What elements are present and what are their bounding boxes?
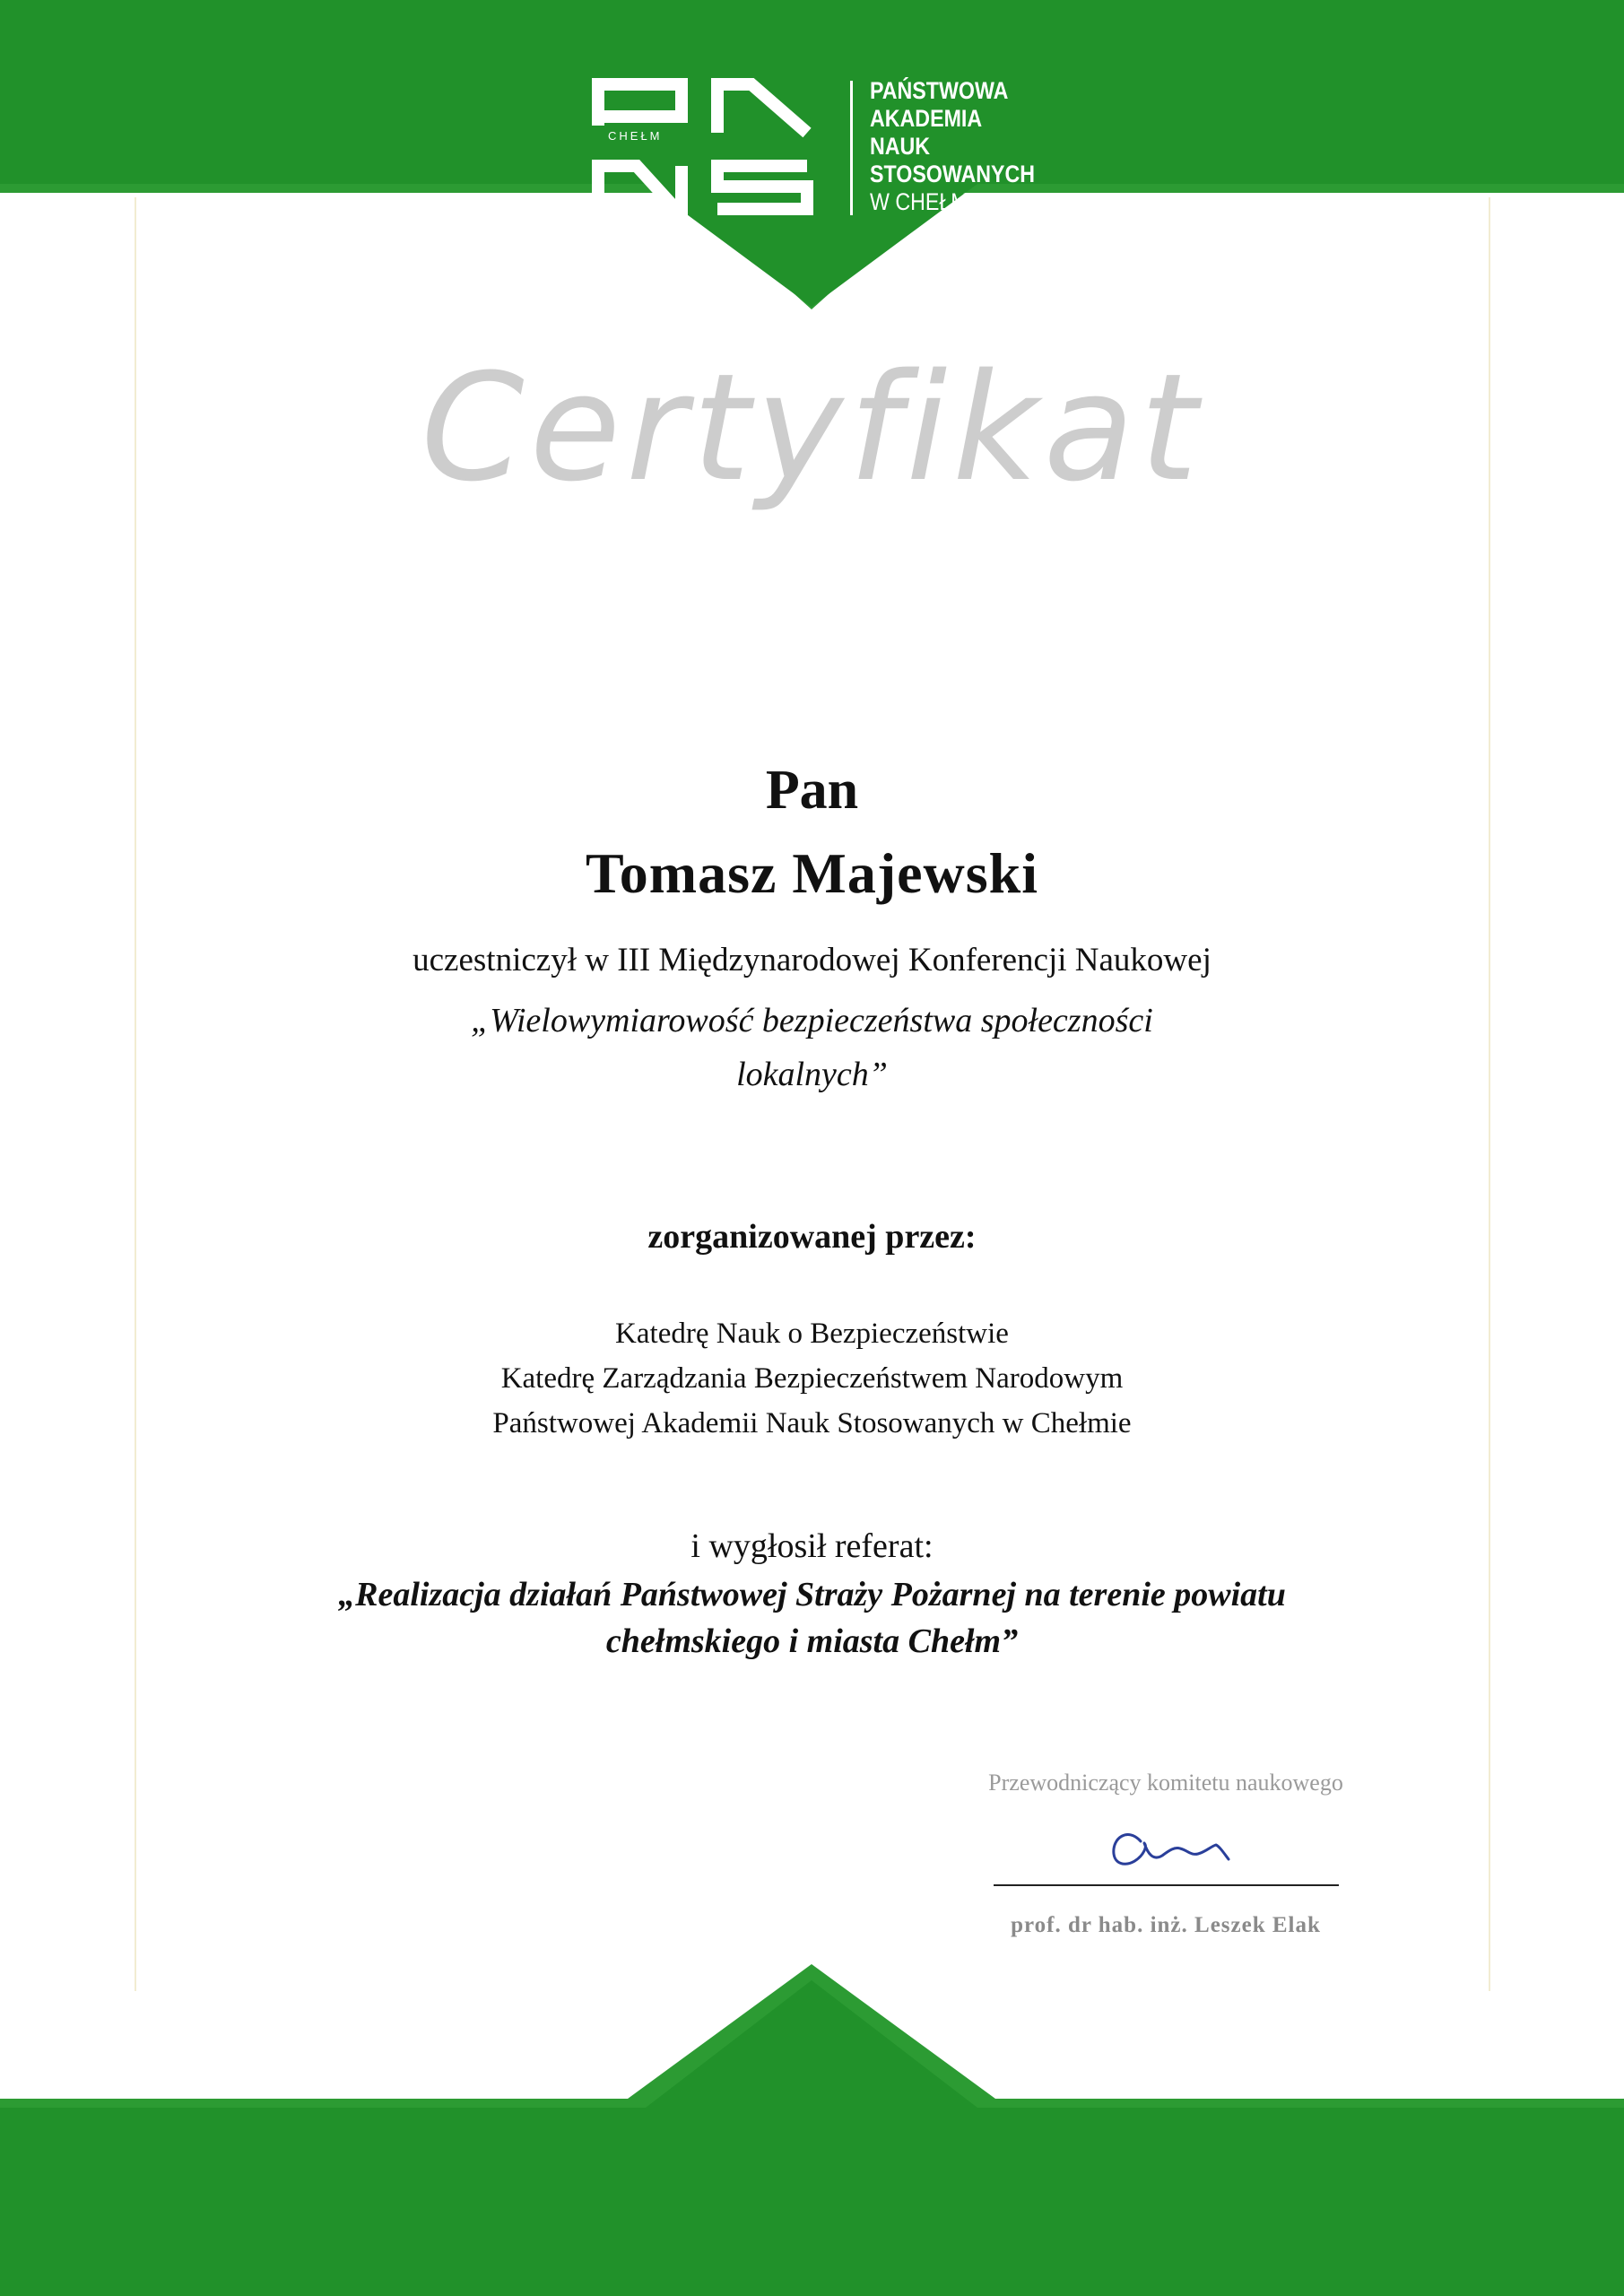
organizer-item: Państwowej Akademii Nauk Stosowanych w Chełmie: [492, 1407, 1132, 1439]
bottom-green-band: [0, 1964, 1624, 2296]
paper-title: [179, 1571, 1445, 1665]
organizer-item: Katedrę Zarządzania Bezpieczeństwem Narodowym: [500, 1362, 1124, 1395]
conference-title-line-2: lokalnych”: [736, 1056, 888, 1093]
conference-title-line-1: „Wielowymiarowość bezpieczeństwa społeczności: [471, 1002, 1153, 1039]
organizers-list: [179, 1311, 1445, 1446]
paper-title-line-2: chełmskiego i miasta Chełm”: [605, 1622, 1019, 1660]
handwritten-signature: [1076, 1814, 1255, 1877]
logo-line-1: PAŃSTWOWA: [870, 77, 1009, 104]
salutation: Pan: [765, 760, 859, 821]
signature-block: [968, 1771, 1363, 1938]
organizer-item: Katedrę Nauk o Bezpieczeństwie: [615, 1318, 1009, 1350]
logo-line-3: NAUK: [870, 133, 931, 160]
signature-line: [994, 1884, 1339, 1886]
logo-mark-subtext: CHEŁM: [608, 129, 663, 143]
academy-logo: [592, 72, 1058, 224]
paper-delivered-label: i wygłosił referat:: [690, 1527, 934, 1565]
paper-title-line-1: „Realizacja działań Państwowej Straży Pożarnej na terenie powiatu: [338, 1576, 1286, 1613]
organized-by-heading: zorganizowanej przez:: [647, 1218, 977, 1256]
logo-wordmark: [870, 77, 1062, 216]
conference-title: [179, 994, 1445, 1101]
logo-divider: [850, 81, 853, 215]
logo-line-2: AKADEMIA: [870, 105, 983, 132]
participation-statement: uczestniczył w III Międzynarodowej Konferencji Naukowej: [413, 942, 1211, 978]
logo-line-5: W CHEŁMIE: [870, 188, 988, 215]
recipient-name: Tomasz Majewski: [585, 841, 1039, 905]
pans-logo-mark: [592, 72, 825, 220]
signatory-role: Przewodniczący komitetu naukowego: [988, 1770, 1343, 1796]
certificate-title: Certyfikat: [421, 342, 1203, 514]
logo-line-4: STOSOWANYCH: [870, 161, 1036, 187]
signatory-name: prof. dr hab. inż. Leszek Elak: [1011, 1913, 1321, 1937]
